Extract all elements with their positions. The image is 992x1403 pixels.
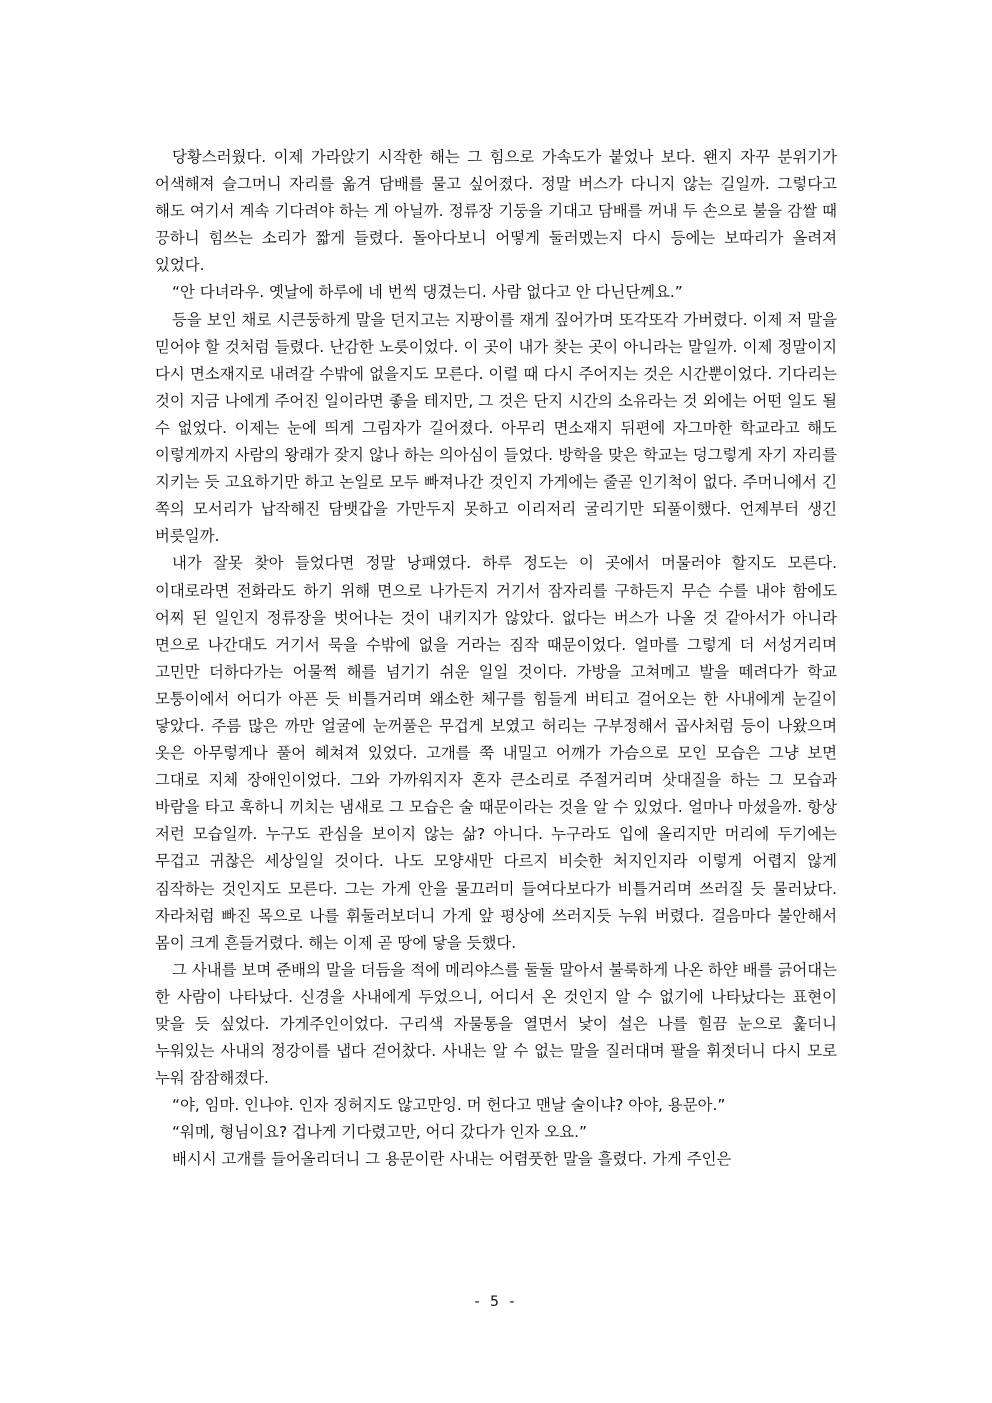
page-number: - 5 - bbox=[474, 1294, 518, 1310]
paragraph: 당황스러웠다. 이제 가라앉기 시작한 해는 그 힘으로 가속도가 붙었나 보다. 왠지 자꾸 분위기가 어색해져 슬그머니 자리를 옮겨 담배를 물고 싶어졌다. 정말 버스가 다니지 않는 길일까. 그렇다고 해도 여기서 계속 기다려야 하는 게 아닐까. 정류장 기둥을 기대고 담배를 꺼내 두 손으로 불을 감쌀 때 끙하니 힘쓰는 소리가 짧게 들렸다. 돌아다보니 어떻게 둘러멨는지 다시 등에는 보따리가 올려져 있었다. bbox=[155, 148, 837, 275]
paragraph: 등을 보인 채로 시큰둥하게 말을 던지고는 지팡이를 재게 짚어가며 또각또각 가버렸다. 이제 저 말을 믿어야 할 것처럼 들렸다. 난감한 노릇이었다. 이 곳이 내가 찾는 곳이 아니라는 말일까. 이제 정말이지 다시 면소재지로 내려갈 수밖에 없을지도 모른다. 이럴 때 다시 주어지는 것은 시간뿐이었다. 기다리는 것이 지금 나에게 주어진 일이라면 좋을 테지만, 그 것은 단지 시간의 소유라는 것 외에는 어떤 일도 될 수 없었다. 이제는 눈에 띄게 그림자가 길어졌다. 아무리 면소재지 뒤편에 자그마한 학교라고 해도 이렇게까지 사람의 왕래가 잦지 않나 하는 의아심이 들었다. 방학을 맞은 학교는 덩그렇게 자기 자리를 지키는 듯 고요하기만 하고 논일로 모두 빠져나간 것인지 가게에는 줄곧 인기척이 없다. 주머니에서 긴 쪽의 모서리가 납작해진 담뱃갑을 가만두지 못하고 이리저리 굴리기만 되풀이했다. 언제부터 생긴 버릇일까. bbox=[155, 310, 837, 546]
paragraph: 배시시 고개를 들어올리더니 그 용문이란 사내는 어렴풋한 말을 흘렸다. 가게 주인은 bbox=[172, 1150, 732, 1169]
dialogue-line: “워메, 형님이요? 겁나게 기다렸고만, 어디 갔다가 인자 오요.” bbox=[172, 1123, 587, 1142]
paragraph: 내가 잘못 찾아 들었다면 정말 낭패였다. 하루 정도는 이 곳에서 머물러야 할지도 모른다. 이대로라면 전화라도 하기 위해 면으로 나가든지 거기서 잠자리를 구하든지 무슨 수를 내야 함에도 어찌 된 일인지 정류장을 벗어나는 것이 내키지가 않았다. 없다는 버스가 나올 것 같아서가 아니라 면으로 나간대도 거기서 묵을 수밖에 없을 거라는 짐작 때문이었다. 얼마를 그렇게 더 서성거리며 고민만 더하다가는 어물쩍 해를 넘기기 쉬운 일일 것이다. 가방을 고쳐메고 발을 떼려다가 학교 모퉁이에서 어디가 아픈 듯 비틀거리며 왜소한 체구를 힘들게 버티고 걸어오는 한 사내에게 눈길이 닿았다. 주름 많은 까만 얼굴에 눈꺼풀은 무겁게 보였고 허리는 구부정해서 곱사처럼 등이 나왔으며 옷은 아무렇게나 풀어 헤쳐져 있었다. 고개를 쭉 내밀고 어깨가 가슴으로 모인 모습은 그냥 보면 그대로 지체 장애인이었다. 그와 가까워지자 혼자 큰소리로 주절거리며 삿대질을 하는 그 모습과 바람을 타고 훅하니 끼치는 냄새로 그 모습은 술 때문이라는 것을 알 수 있었다. 얼마나 마셨을까. 항상 저런 모습일까. 누구도 관심을 보이지 않는 삶? 아니다. 누구라도 입에 올리지만 머리에 두기에는 무겁고 귀찮은 세상일일 것이다. 나도 모양새만 다르지 비슷한 처지인지라 이렇게 어렵지 않게 짐작하는 것인지도 모른다. 그는 가게 안을 물끄러미 들여다보다가 비틀거리며 쓰러질 듯 물러났다. 자라처럼 빠진 목으로 나를 휘둘러보더니 가게 앞 평상에 쓰러지듯 누워 버렸다. 걸음마다 불안해서 몸이 크게 흔들거렸다. 해는 이제 곧 땅에 닿을 듯했다. bbox=[155, 554, 837, 952]
dialogue-line: “야, 임마. 인나야. 인자 징허지도 않고만잉. 머 헌다고 맨날 술이냐? 아야, 용문아.” bbox=[172, 1096, 726, 1115]
document-body bbox=[155, 144, 837, 1174]
paragraph: 그 사내를 보며 준배의 말을 더듬을 적에 메리야스를 둘둘 말아서 불룩하게 나온 하얀 배를 긁어대는 한 사람이 나타났다. 신경을 사내에게 두었으니, 어디서 온 것인지 알 수 없기에 나타났다는 표현이 맞을 듯 싶었다. 가게주인이었다. 구리색 자물통을 열면서 낯이 설은 나를 힐끔 눈으로 훑더니 누워있는 사내의 정강이를 냅다 걷어찼다. 사내는 알 수 없는 말을 질러대며 팔을 휘젓더니 다시 모로 누워 잠잠해졌다. bbox=[155, 960, 837, 1088]
dialogue-line: “안 다녀라우. 옛날에 하루에 네 번씩 댕겼는디. 사람 없다고 안 다닌단께요.” bbox=[172, 283, 683, 302]
